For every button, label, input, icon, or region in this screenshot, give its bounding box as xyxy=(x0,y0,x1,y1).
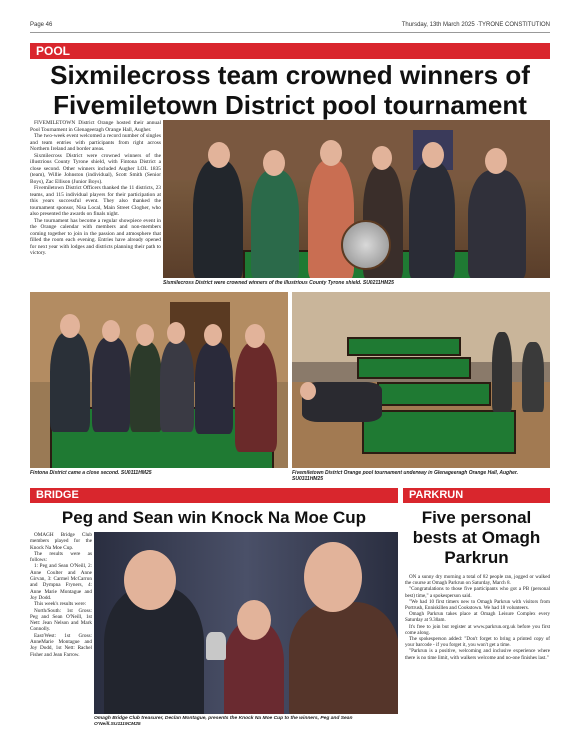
parkrun-paragraph: The spokesperson added: "Don't forget to bring a printed copy of your barcode - if you forget it, you won't get a time. xyxy=(405,636,550,649)
pool-right-caption: Fivemiletown District Orange pool tournament underway in Glenageeragh Orange Hall, Augher. SU0311HM25 xyxy=(292,470,518,482)
pool-section-band xyxy=(30,43,550,59)
bridge-paragraph: East/West: 1st Gross: AnneMarie Montague and Joy Dodd, 1st Nett: Rachel Fisher and Jean Farrow. xyxy=(30,632,92,658)
pool-paragraph: Fivemiletown District Officers thanked the 11 districts, 23 teams, and 115 individual players for their participation at this years successful event. They also thanked the tournament sponsor, Nisa Local, Main Street Clogher, who also presented the awards on finals night. xyxy=(30,185,161,217)
bridge-presentation-photo xyxy=(94,532,398,714)
bridge-paragraph: This week's results were: xyxy=(34,601,87,608)
parkrun-paragraph: "Parkrun is a positive, welcoming and inclusive experience where there is no time limit, with walkers welcome and no-one finishes last." xyxy=(405,648,550,661)
pool-article-text xyxy=(30,120,161,286)
fintona-team-photo xyxy=(30,292,288,468)
pool-paragraph: The two-week event welcomed a record number of singles and team entries with participants from right across Northern Ireland and border areas. xyxy=(30,133,161,152)
bridge-caption: Omagh Bridge Club treasurer, Declan Montague, presents the Knock Na Moe Cup to the winners, Peg and Sean O'Neill.SU1119CM25 xyxy=(94,716,353,727)
bridge-section-label: BRIDGE xyxy=(36,489,79,501)
dateline: Thursday, 13th March 2025 ·TYRONE CONSTITUTION xyxy=(401,22,550,28)
parkrun-headline-line2: bests at Omagh xyxy=(412,528,541,547)
pool-paragraph: The tournament has become a regular showpiece event in the Orange calendar with members and non-members coming together to join in the passion and atmosphere that filled the room each evening. Entries have already opened for next year with lodges and districts planning their path to victory. xyxy=(30,217,161,256)
page-number: Page 46 xyxy=(30,22,53,28)
parkrun-headline xyxy=(403,508,550,568)
pool-paragraph: Sixmilecross District were crowned winners of the illustrious County Tyrone shield, with Fintona District a close second. Other winners included Augher LOL 1835 (team), Willie Johnston (individual), Scott Smith (Senior Boys), Zac Ellison (Junior Boys). xyxy=(30,152,161,185)
bridge-section-band xyxy=(30,488,398,503)
pool-headline xyxy=(30,60,550,120)
pool-headline-line2: Fivemiletown District pool tournament xyxy=(53,90,527,120)
parkrun-paragraph: Omagh Parkrun takes place at Omagh Leisure Complex every Saturday at 9.30am. xyxy=(405,611,550,624)
pool-left-caption: Fintona District came a close second. SU0111HM25 xyxy=(30,470,152,476)
parkrun-paragraph: "Congratulations to those five participants who got a PB (personal best) time," a spokesperson said. xyxy=(405,586,550,599)
pool-paragraph: FIVEMILETOWN District Orange hosted their annual Pool Tournament in Glenageeragh Orange Hall, Augher. xyxy=(30,120,161,133)
bridge-article-text xyxy=(30,532,92,718)
bridge-paragraph: 1: Peg and Sean O'Neill, 2: Anne Coulter and Anne Girvan, 3: Carmel McCarron and Dympna Fryners, 4: Anne Marie Montague and Joy Dodd. xyxy=(30,563,92,601)
parkrun-section-label: PARKRUN xyxy=(409,489,464,501)
parkrun-headline-line3: Parkrun xyxy=(444,548,509,567)
bridge-paragraph: The results were as follows: xyxy=(30,550,92,564)
parkrun-paragraph: It's free to join but register at www.parkrun.org.uk before you first come along. xyxy=(405,623,550,636)
pool-main-caption: Sixmilecross District were crowned winners of the illustrious County Tyrone shield. SU0211HM25 xyxy=(163,280,394,286)
pool-headline-line1: Sixmilecross team crowned winners of xyxy=(50,60,530,90)
parkrun-headline-line1: Five personal xyxy=(421,508,532,527)
parkrun-section-band xyxy=(403,488,550,503)
pool-winners-photo xyxy=(163,120,550,278)
pool-section-label: POOL xyxy=(36,44,71,58)
parkrun-paragraph: "We had 10 first timers new to Omagh Parkrun with visitors from Portrush, Enniskillen and Cookstown. We had 18 volunteers. xyxy=(405,598,550,612)
bridge-paragraph: North/South: 1st Gross: Peg and Sean O'Neill, 1st Nett: Jean Nelson and Mark Connolly. xyxy=(30,607,92,633)
page-header xyxy=(30,20,550,33)
pool-tournament-photo xyxy=(292,292,550,468)
bridge-paragraph: OMAGH Bridge Club members played for the Knock Na Moe Cup. xyxy=(30,532,92,551)
parkrun-article-text xyxy=(405,574,550,722)
parkrun-paragraph: ON a sunny dry morning a total of 82 people ran, jogged or walked the course at Omagh Parkrun on Saturday, March 8. xyxy=(405,574,550,587)
bridge-headline: Peg and Sean win Knock Na Moe Cup xyxy=(61,508,367,527)
